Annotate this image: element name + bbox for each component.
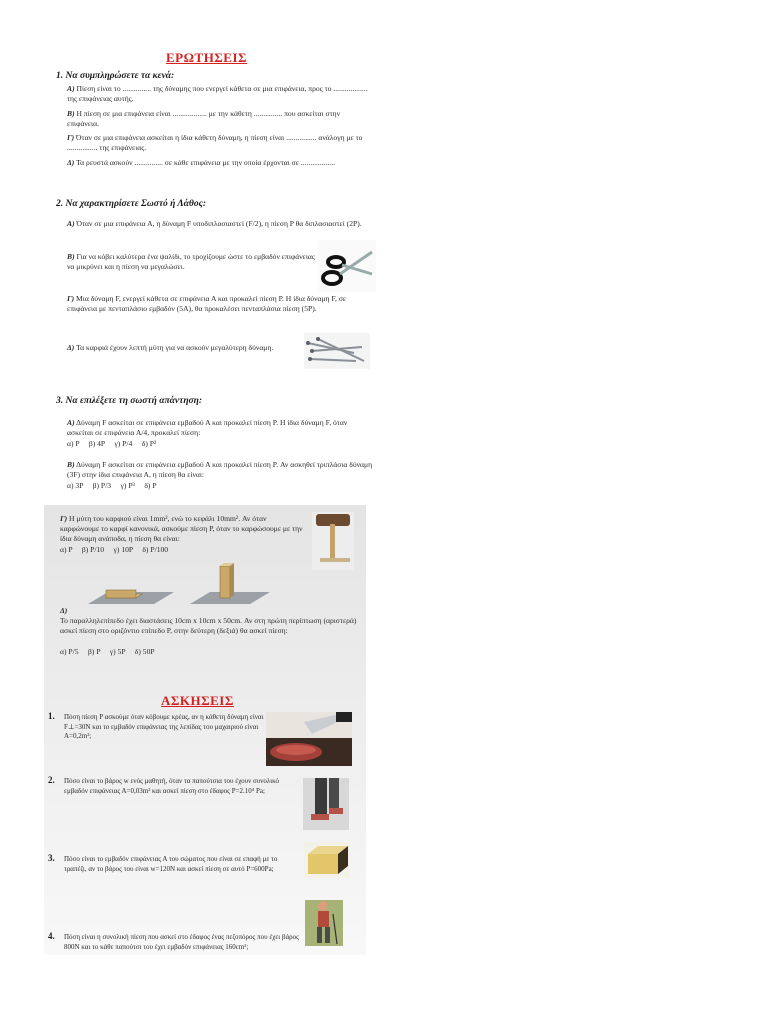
exercise-4-number: 4. [48,931,55,941]
q2-item-d: Δ) Τα καρφιά έχουν λεπτή μύτη για να ασκούν μεγαλύτερη δύναμη. [67,343,274,352]
scissors-icon [318,240,376,292]
q3-item-c-options: α) P β) P/10 γ) 10P δ) P/100 [60,545,169,554]
q3-item-b: Β) Δύναμη F ασκείται σε επιφάνεια εμβαδού Α και προκαλεί πίεση P. Αν ασκηθεί τριπλάσια δύναμη (3F) στην ίδια επιφάνεια Α, η πίεση θα είναι: [67,460,373,479]
walking-student-icon [303,778,349,830]
exercise-4-text: Πόση είναι η συνολική πίεση που ασκεί στο έδαφος ένας πεζοπόρος που έχει βάρος 800N και το κάθε παπούτσι του έχει εμβαδόν επιφάνειας 160cm²; [64,933,299,951]
q2-item-b: Β) Για να κόβει καλύτερα ένα ψαλίδι, το τροχίζουμε ώστε το εμβαδόν επιφάνειας να μικρύνει και η πίεση να μεγαλώσει. [67,252,315,271]
exercise-2-number: 2. [48,775,55,785]
exercise-2-text: Πόσο είναι το βάρος w ενός μαθητή, όταν τα παπούτσια του έχουν συνολικό εμβαδόν επιφάνειας Α=0,03m² και ασκεί πίεση στο έδαφος P=2.10⁴ Pa; [64,777,280,795]
q1-item-c: Γ) Όταν σε μια επιφάνεια ασκείται η ίδια κάθετη δύναμη, η πίεση είναι ................ ανάλογη με το ................ της επιφάνειας. [67,133,363,152]
q3-item-a-options: α) P β) 4P γ) P/4 δ) P² [67,439,157,448]
exercise-3-text: Πόσο είναι το εμβαδόν επιφάνειας Α του σώματος που είναι σε επαφή με το τραπέζι, αν το βάρος του είναι w=120N και ασκεί πίεση σε αυτό P=600Pa; [64,855,278,873]
question-3-heading: 3. Να επιλέξετε τη σωστή απάντηση: [56,396,203,406]
q1-item-b: Β) Η πίεση σε μια επιφάνεια είναι .................. με την κάθετη ............... που ασκείται στην επιφάνεια. [67,109,341,128]
q2-item-a: Α) Όταν σε μια επιφάνεια Α, η δύναμη F υποδιπλασιαστεί (F/2), η πίεση P θα διπλασιαστεί (2P). [67,219,362,228]
nails-icon [304,333,370,369]
q3-item-a: Α) Δύναμη F ασκείται σε επιφάνεια εμβαδού Α και προκαλεί πίεση P. Η ίδια δύναμη F, όταν ασκείται σε επιφάνεια Α/4, προκαλεί πίεση: [67,418,348,437]
q2-item-c: Γ) Μια δύναμη F, ενεργεί κάθετα σε επιφάνεια Α και προκαλεί πίεση P. Η ίδια δύναμη F, σε επιφάνεια με πενταπλάσιο εμβαδόν (5Α), θα προκαλέσει πενταπλάσια πίεση (5P). [67,294,347,313]
q3-item-d-options: α) P/5 β) P γ) 5P δ) 50P [60,647,155,656]
section-title-exercises: ΑΣΚΗΣΕΙΣ [161,693,234,708]
block-icon [304,842,350,878]
hammer-icon [312,512,354,570]
exercise-3-number: 3. [48,853,55,863]
q3-item-d: Δ) Το παραλληλεπίπεδο έχει διαστάσεις 10cm x 10cm x 50cm. Αν στη πρώτη περίπτωση (αριστερά) ασκεί πίεση στο οριζόντιο επίπεδο P, στην δεύτερη (δεξιά) θα ασκεί πίεση: [60,606,357,635]
block-diagram [78,562,272,612]
q1-item-d: Δ) Τα ρευστά ασκούν ............... σε κάθε επιφάνεια με την οποία έρχονται σε .................. [67,158,336,167]
question-2-heading: 2. Να χαρακτηρίσετε Σωστό ή Λάθος: [56,199,207,209]
exercise-1-text: Πόση πίεση P ασκούμε όταν κόβουμε κρέας, αν η κάθετη δύναμη είναι F⊥=30N και το εμβαδόν επιφάνειας της λεπίδας του μαχαιριού είναι Α=0,2m²; [64,713,264,740]
hiker-icon [305,900,343,946]
q3-item-b-options: α) 3P β) P/3 γ) P³ δ) P [67,481,157,490]
q1-item-a: Α) Πίεση είναι το ............... της δύναμης που ενεργεί κάθετα σε μια επιφάνεια, προς το .................. της επιφάνειας αυτής. [67,84,368,103]
q3-item-c: Γ) Η μύτη του καρφιού είναι 1mm², ενώ το κεφάλι 10mm². Αν όταν καρφώνουμε το καρφί κανονικά, ασκούμε πίεση P, όταν το καρφώσουμε με την ίδια δύναμη ανάποδα, η πίεση θα είναι: [60,514,303,543]
knife-meat-icon [266,712,352,766]
section-title-questions: ΕΡΩΤΗΣΕΙΣ [166,50,248,65]
question-1-heading: 1. Να συμπληρώσετε τα κενά: [56,71,175,81]
exercise-1-number: 1. [48,711,55,721]
